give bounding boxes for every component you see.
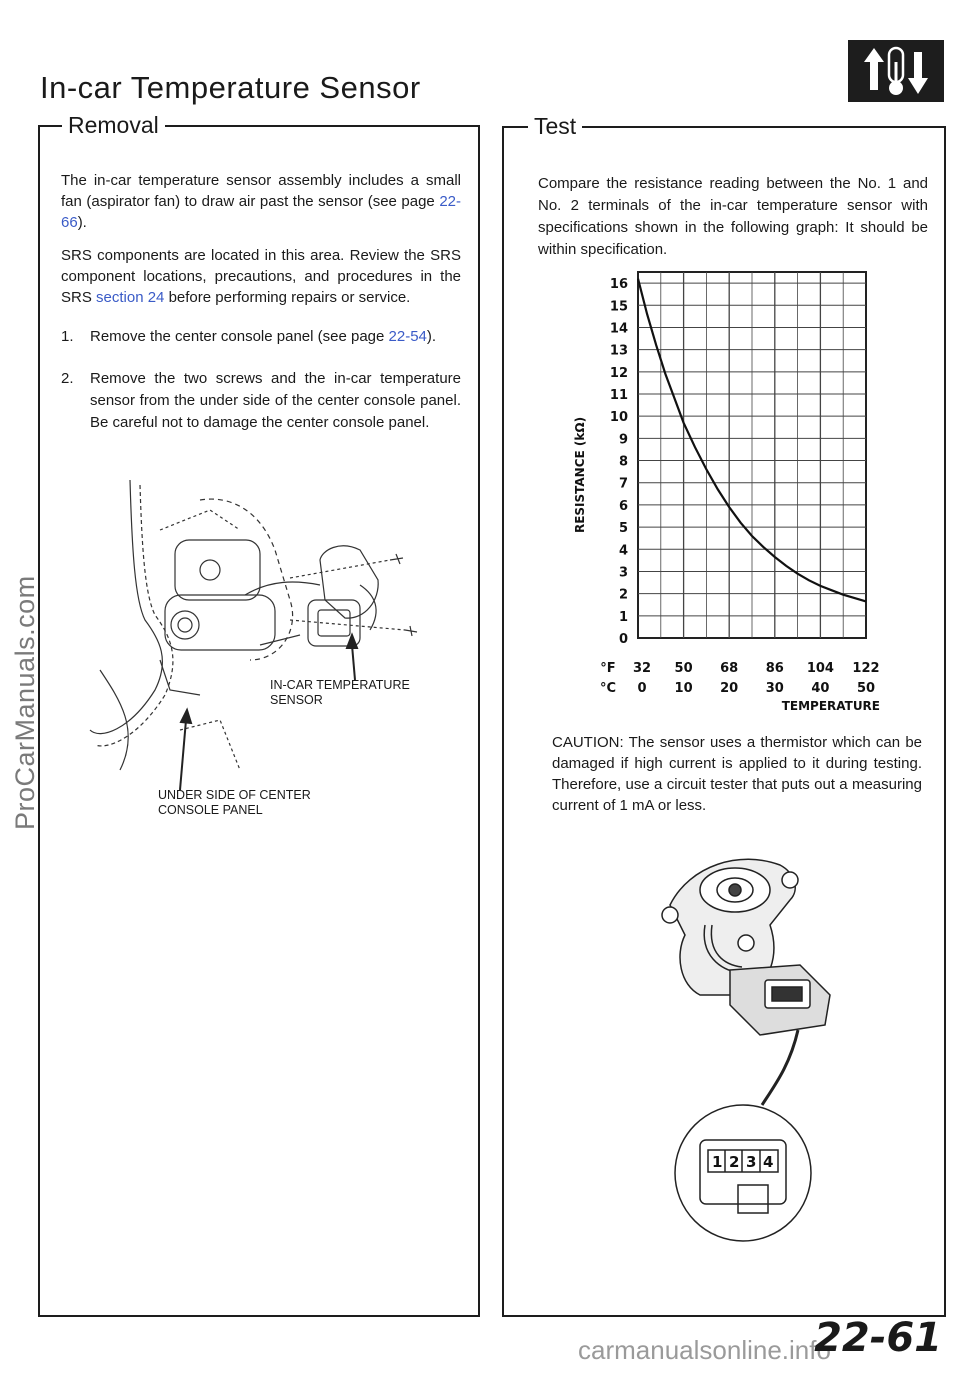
test-heading: Test <box>528 113 582 140</box>
page-link-22-66[interactable]: 22-66 <box>61 193 461 231</box>
watermark-carmanualsonline: carmanualsonline.info <box>578 1335 831 1365</box>
y-tick-label: 3 <box>618 565 628 581</box>
removal-heading: Removal <box>62 112 165 139</box>
y-axis-label: RESISTANCE (kΩ) <box>573 416 587 534</box>
x-tick-label-fahrenheit: 68 <box>720 661 739 676</box>
y-tick-label: 2 <box>618 587 628 603</box>
step-2-text: Remove the two screws and the in-car temperature sensor from the under side of the center console panel. Be careful not to damage the center console panel. <box>90 370 461 431</box>
sensor-connector-illustration <box>650 845 850 1275</box>
y-tick-label: 9 <box>618 432 628 448</box>
page-number: 22-61 <box>814 1315 942 1361</box>
terminal-3-label: 3 <box>746 1153 757 1171</box>
y-tick-label: 15 <box>609 299 628 315</box>
label-in-car-temperature-sensor: IN-CAR TEMPERATURE SENSOR <box>270 678 410 707</box>
terminal-1-label: 1 <box>712 1153 723 1171</box>
x-tick-label-fahrenheit: 86 <box>765 661 784 676</box>
page-link-22-54[interactable]: 22-54 <box>388 328 427 345</box>
y-tick-label: 1 <box>618 609 628 625</box>
y-tick-label: 4 <box>618 543 628 559</box>
step-1-text: Remove the center console panel (see page 22-54). <box>90 328 437 345</box>
y-tick-label: 12 <box>609 365 628 381</box>
x-tick-label-fahrenheit: 32 <box>632 661 652 676</box>
x-tick-label-celsius: 10 <box>674 681 693 696</box>
y-tick-label: 7 <box>618 476 628 492</box>
page-title: In-car Temperature Sensor <box>40 70 421 105</box>
step-2-number: 2. <box>61 370 74 387</box>
x-tick-label-fahrenheit: 104 <box>806 661 834 676</box>
caution-text: CAUTION: The sensor uses a thermistor which can be damaged if high current is applied to it during testing. Therefore, use a circuit tester that puts out a measuring current of 1 mA or less. <box>552 734 922 814</box>
x-unit-fahrenheit: °F <box>600 661 616 676</box>
x-tick-label-fahrenheit: 50 <box>674 661 693 676</box>
x-tick-label-celsius: 0 <box>637 681 647 696</box>
y-tick-label: 10 <box>609 410 628 426</box>
step-1-number: 1. <box>61 328 74 345</box>
resistance-temperature-chart <box>560 262 900 722</box>
watermark-procarmanuals: ProCarManuals.com <box>10 575 40 830</box>
label-under-side-console-panel: UNDER SIDE OF CENTER CONSOLE PANEL <box>158 788 311 817</box>
test-intro: Compare the resistance reading between the No. 1 and No. 2 terminals of the in-car temperature sensor with specifications shown in the following graph: It should be within specification. <box>538 175 928 258</box>
terminal-2-label: 2 <box>729 1153 740 1171</box>
x-tick-label-celsius: 20 <box>720 681 739 696</box>
y-tick-label: 14 <box>609 321 628 337</box>
sensor-removal-illustration <box>60 470 470 800</box>
terminal-4-label: 4 <box>763 1153 774 1171</box>
x-tick-label-celsius: 30 <box>765 681 784 696</box>
y-tick-label: 11 <box>609 388 628 403</box>
y-tick-label: 16 <box>609 277 628 293</box>
x-unit-celsius: °C <box>599 681 617 696</box>
x-tick-label-celsius: 40 <box>811 681 830 696</box>
y-tick-label: 5 <box>618 521 628 537</box>
x-tick-label-celsius: 50 <box>856 681 876 696</box>
x-tick-label-fahrenheit: 122 <box>852 661 880 676</box>
temperature-sensor-icon <box>848 40 944 102</box>
y-tick-label: 8 <box>618 454 628 470</box>
y-tick-label: 13 <box>609 343 628 359</box>
removal-paragraph-fan: The in-car temperature sensor assembly includes a small fan (aspirator fan) to draw air past the sensor (see page 22-66). <box>61 172 461 231</box>
section-24-link[interactable]: section 24 <box>96 289 165 306</box>
removal-paragraph-srs: SRS components are located in this area. Review the SRS component locations, precautions, and procedures in the SRS section 24 before performing repairs or service. <box>61 247 461 306</box>
y-tick-label: 6 <box>618 498 628 514</box>
y-tick-label: 0 <box>618 632 628 647</box>
x-axis-label: TEMPERATURE <box>781 699 880 713</box>
